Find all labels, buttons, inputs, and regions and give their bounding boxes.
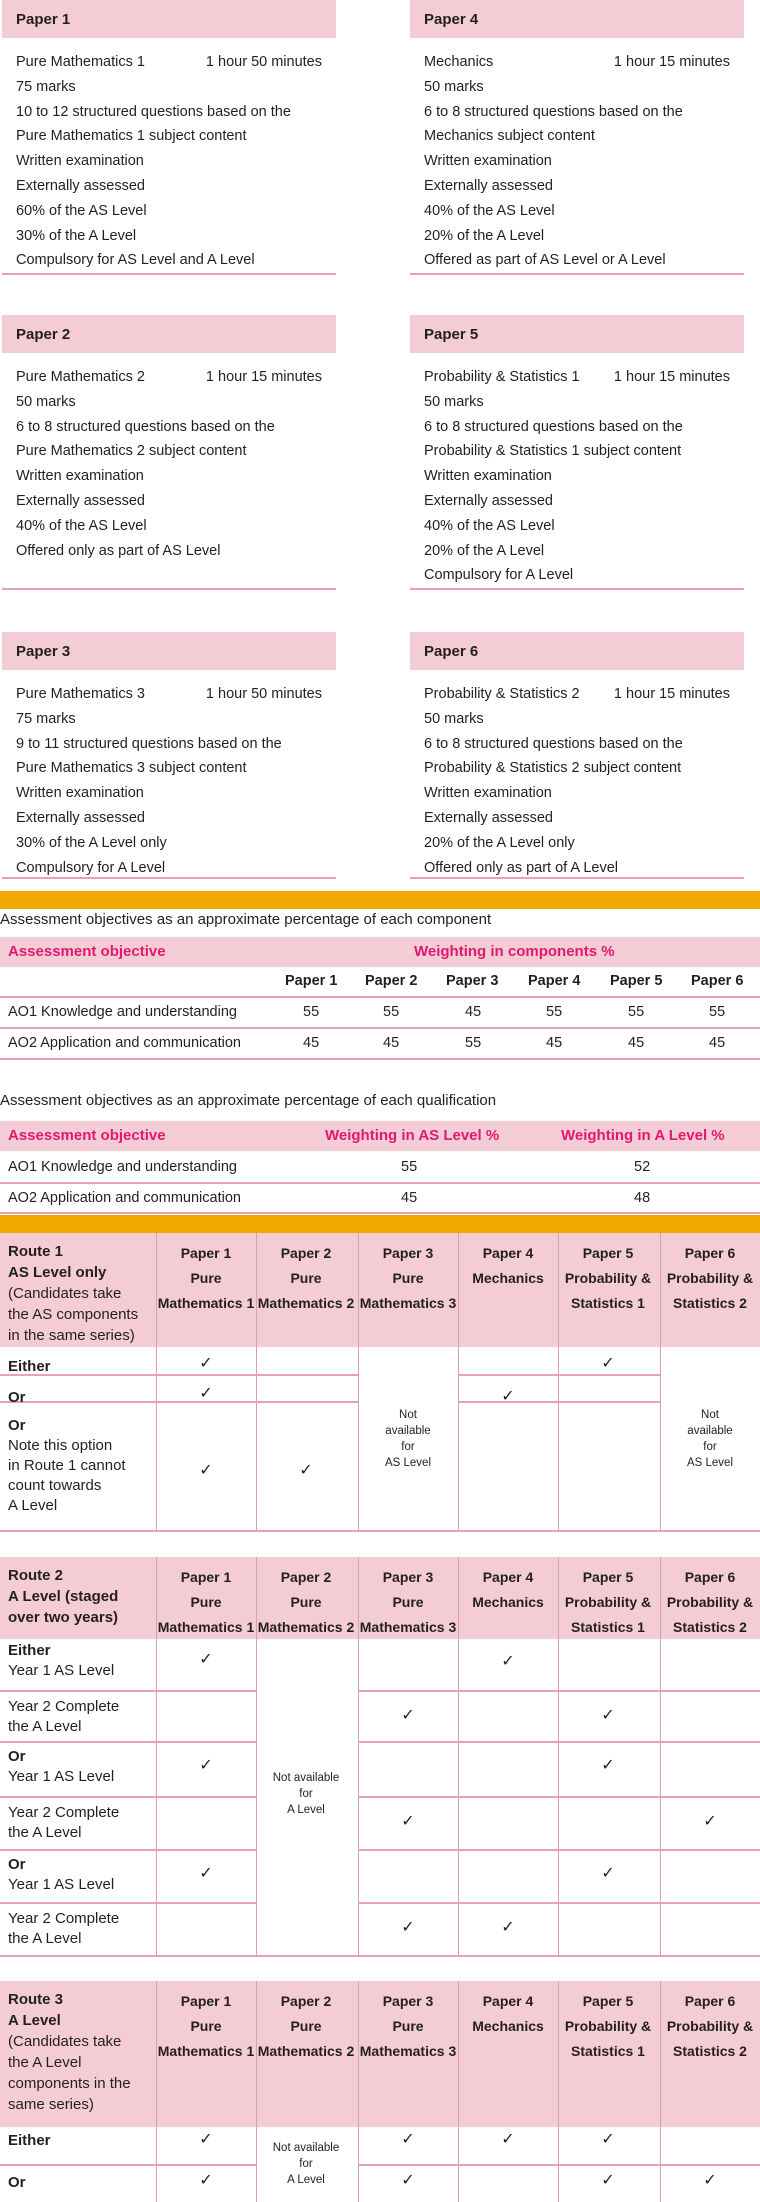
paper-col-name: Pure	[392, 2018, 424, 2034]
paper-col-name: Statistics 2	[673, 2043, 747, 2059]
paper-card	[2, 0, 336, 273]
divider	[0, 2164, 256, 2166]
paper-line: 40% of the AS Level	[424, 517, 555, 534]
paper-col-name: Mechanics	[472, 1270, 544, 1286]
paper-card	[2, 632, 336, 880]
col-divider	[458, 1557, 459, 1955]
not-available-note: Not available for A Level	[272, 2142, 340, 2186]
paper-title: Probability & Statistics 2	[424, 686, 580, 702]
paper-line: Externally assessed	[16, 177, 145, 194]
col-divider	[660, 1233, 661, 1530]
route3-header	[0, 1981, 760, 2127]
check-icon: ✓	[401, 1813, 415, 1830]
check-icon: ✓	[501, 1919, 515, 1936]
route-note: count towards	[8, 1477, 102, 1494]
paper-line: Written examination	[424, 153, 552, 170]
paper-col-name: Statistics 2	[673, 1295, 747, 1311]
route-subtitle: over two years)	[8, 1609, 119, 1626]
divider	[410, 877, 744, 879]
paper-heading: Paper 5	[410, 315, 744, 353]
divider	[458, 1401, 660, 1403]
row-label: Or Year 1 AS Level	[8, 1856, 115, 1893]
route-desc: same series)	[8, 2096, 94, 2113]
cell: 55	[709, 1004, 726, 1020]
route-desc: components in the	[8, 2075, 131, 2092]
paper-col-header: Paper 1	[180, 1569, 232, 1585]
divider	[0, 996, 760, 998]
paper-line: 50 marks	[16, 393, 76, 410]
paper-heading: Paper 6	[410, 632, 744, 670]
paper-col-header: Paper 4	[482, 1245, 534, 1261]
component-table-intro: Assessment objectives as an approximate percentage of each component	[0, 911, 492, 928]
paper-line: Externally assessed	[424, 177, 553, 194]
col-divider	[156, 1233, 157, 1530]
paper-col-header: Paper 3	[382, 1569, 434, 1585]
col-a: Weighting in A Level %	[561, 1127, 725, 1144]
col-divider	[558, 1233, 559, 1530]
check-icon: ✓	[501, 2131, 515, 2148]
divider	[358, 1690, 760, 1692]
paper-col-name: Probability &	[666, 2018, 754, 2034]
route-title: Route 2	[8, 1567, 64, 1584]
divider	[358, 1741, 760, 1743]
col-as: Weighting in AS Level %	[325, 1127, 500, 1144]
paper-line: 75 marks	[16, 78, 76, 95]
col-divider	[358, 1233, 359, 1530]
qualification-table-intro: Assessment objectives as an approximate percentage of each qualification	[0, 1092, 497, 1109]
paper-col-header: Paper 6	[684, 1993, 736, 2009]
paper-col-header: Paper 2	[280, 1245, 332, 1261]
paper-line: 30% of the A Level	[16, 227, 137, 244]
paper-title: Pure Mathematics 3	[16, 686, 145, 702]
route-title: Route 3	[8, 1991, 64, 2008]
paper-title: Pure Mathematics 2	[16, 369, 145, 385]
divider	[2, 877, 336, 879]
paper-line: Compulsory for AS Level and A Level	[16, 252, 255, 269]
paper-line: Externally assessed	[424, 809, 553, 826]
divider	[358, 1796, 760, 1798]
divider	[0, 1741, 256, 1743]
paper-col-name: Mathematics 3	[359, 1619, 457, 1635]
check-icon: ✓	[199, 1651, 213, 1668]
paper-col-name: Mathematics 3	[359, 2043, 457, 2059]
row-label: Year 2 Complete the A Level	[8, 1698, 120, 1735]
col-divider	[458, 1981, 459, 2202]
check-icon: ✓	[199, 1385, 213, 1402]
check-icon: ✓	[401, 1707, 415, 1724]
route-subtitle: A Level	[8, 2012, 61, 2029]
paper-line: Pure Mathematics 1 subject content	[16, 128, 247, 145]
route-desc: the A Level	[8, 2054, 82, 2071]
paper-col-name: Mechanics	[472, 2018, 544, 2034]
paper-title: Probability & Statistics 1	[424, 369, 580, 385]
check-icon: ✓	[601, 1355, 615, 1372]
paper-line: 6 to 8 structured questions based on the	[16, 418, 275, 435]
route-desc: in the same series)	[8, 1327, 135, 1344]
paper-col-header: Paper 5	[582, 1569, 634, 1585]
paper-line: 6 to 8 structured questions based on the	[424, 103, 683, 120]
cell: 45	[303, 1035, 320, 1051]
divider	[358, 1849, 760, 1851]
paper-line: 20% of the A Level only	[424, 834, 575, 851]
paper-line: Written examination	[16, 785, 144, 802]
col-divider	[358, 1557, 359, 1955]
paper-col-header: Paper 5	[582, 1245, 634, 1261]
paper-col-name: Statistics 1	[571, 1295, 645, 1311]
divider	[0, 1530, 760, 1532]
paper-heading: Paper 4	[410, 0, 744, 38]
divider	[358, 1902, 760, 1904]
row-label: AO2 Application and communication	[8, 1190, 241, 1206]
row-label: AO2 Application and communication	[8, 1035, 241, 1051]
divider	[410, 588, 744, 590]
col-divider	[660, 1981, 661, 2202]
col-objective: Assessment objective	[8, 943, 166, 960]
paper-col-name: Mathematics 2	[257, 1619, 355, 1635]
paper-col-header: Paper 3	[382, 1993, 434, 2009]
paper-col-name: Mechanics	[472, 1594, 544, 1610]
paper-duration: 1 hour 15 minutes	[613, 686, 730, 702]
paper-line: Offered only as part of AS Level	[16, 542, 221, 559]
route-note: A Level	[8, 1497, 58, 1514]
cell: 45	[383, 1035, 400, 1051]
paper-line: 50 marks	[424, 78, 484, 95]
paper-heading: Paper 2	[2, 315, 336, 353]
paper-line: Written examination	[424, 468, 552, 485]
check-icon: ✓	[601, 2172, 615, 2189]
route-subtitle: A Level (staged	[8, 1588, 119, 1605]
paper-line: 60% of the AS Level	[16, 202, 147, 219]
paper-col-name: Mathematics 2	[257, 2043, 355, 2059]
paper-heading: Paper 3	[2, 632, 336, 670]
divider	[0, 1955, 760, 1957]
divider	[0, 1058, 760, 1060]
paper-line: Written examination	[424, 785, 552, 802]
paper-col-name: Probability &	[666, 1594, 754, 1610]
check-icon: ✓	[601, 1865, 615, 1882]
divider	[0, 1374, 358, 1376]
divider	[0, 1796, 256, 1798]
component-table-header	[0, 937, 760, 967]
cell: 48	[634, 1190, 651, 1206]
row-label: Either	[8, 2132, 51, 2149]
divider	[458, 1374, 660, 1376]
cell: 45	[709, 1035, 726, 1051]
check-icon: ✓	[199, 1757, 213, 1774]
paper-col-name: Mathematics 3	[359, 1295, 457, 1311]
paper-col-header: Paper 5	[610, 973, 663, 989]
route-desc: the AS components	[8, 1306, 139, 1323]
paper-line: Externally assessed	[16, 809, 145, 826]
paper-col-header: Paper 6	[684, 1569, 736, 1585]
paper-col-header: Paper 6	[691, 973, 744, 989]
paper-col-header: Paper 3	[382, 1245, 434, 1261]
route-desc: (Candidates take	[8, 1285, 122, 1302]
row-label: Year 2 Complete the A Level	[8, 1804, 120, 1841]
paper-col-name: Statistics 2	[673, 1619, 747, 1635]
not-available-note: Not available for A Level	[272, 1772, 340, 1816]
paper-col-name: Statistics 1	[571, 1619, 645, 1635]
paper-line: 20% of the A Level	[424, 227, 545, 244]
check-icon: ✓	[199, 1462, 213, 1479]
paper-line: 40% of the AS Level	[16, 517, 147, 534]
cell: 55	[628, 1004, 645, 1020]
paper-col-header: Paper 2	[280, 1993, 332, 2009]
paper-line: 50 marks	[424, 393, 484, 410]
divider	[410, 273, 744, 275]
check-icon: ✓	[199, 1865, 213, 1882]
col-divider	[256, 1233, 257, 1530]
paper-col-name: Statistics 1	[571, 2043, 645, 2059]
row-label: Or	[8, 2174, 26, 2191]
paper-col-header: Paper 1	[285, 973, 338, 989]
row-label: Or	[8, 1389, 26, 1406]
paper-col-header: Paper 1	[180, 1993, 232, 2009]
row-label: AO1 Knowledge and understanding	[8, 1004, 237, 1020]
qualification-table-header	[0, 1121, 760, 1151]
divider	[2, 588, 336, 590]
cell: 45	[546, 1035, 563, 1051]
route-title: Route 1	[8, 1243, 64, 1260]
paper-col-name: Pure	[290, 2018, 322, 2034]
paper-line: 20% of the A Level	[424, 542, 545, 559]
paper-col-header: Paper 4	[528, 973, 581, 989]
row-label: Year 2 Complete the A Level	[8, 1910, 120, 1947]
paper-line: 50 marks	[424, 710, 484, 727]
divider	[0, 1690, 256, 1692]
paper-line: Pure Mathematics 2 subject content	[16, 443, 247, 460]
paper-heading: Paper 1	[2, 0, 336, 38]
row-label: Or Year 1 AS Level	[8, 1748, 115, 1785]
route-subtitle: AS Level only	[8, 1264, 107, 1281]
col-divider	[358, 1981, 359, 2202]
check-icon: ✓	[199, 1355, 213, 1372]
paper-line: 9 to 11 structured questions based on the	[16, 735, 282, 752]
check-icon: ✓	[401, 2172, 415, 2189]
paper-duration: 1 hour 50 minutes	[205, 54, 322, 70]
paper-line: 30% of the A Level only	[16, 834, 167, 851]
paper-col-name: Pure	[392, 1594, 424, 1610]
paper-line: Written examination	[16, 153, 144, 170]
cell: 45	[465, 1004, 482, 1020]
paper-col-name: Mathematics 1	[157, 1619, 255, 1635]
paper-duration: 1 hour 15 minutes	[613, 54, 730, 70]
paper-line: Written examination	[16, 468, 144, 485]
check-icon: ✓	[601, 2131, 615, 2148]
paper-line: Offered as part of AS Level or A Level	[424, 252, 666, 269]
paper-col-name: Mathematics 1	[157, 2043, 255, 2059]
check-icon: ✓	[401, 2131, 415, 2148]
check-icon: ✓	[703, 2172, 717, 2189]
col-divider	[558, 1557, 559, 1955]
paper-duration: 1 hour 50 minutes	[205, 686, 322, 702]
paper-col-header: Paper 2	[365, 973, 418, 989]
paper-col-header: Paper 4	[482, 1569, 534, 1585]
check-icon: ✓	[401, 1919, 415, 1936]
paper-col-header: Paper 1	[180, 1245, 232, 1261]
divider	[0, 1902, 256, 1904]
check-icon: ✓	[703, 1813, 717, 1830]
paper-title: Mechanics	[424, 54, 494, 70]
col-divider	[458, 1233, 459, 1530]
section-bar	[0, 1215, 760, 1233]
paper-col-name: Pure	[190, 1270, 222, 1286]
route-desc: (Candidates take	[8, 2033, 122, 2050]
cell: 55	[303, 1004, 320, 1020]
divider	[0, 1849, 256, 1851]
col-divider	[558, 1981, 559, 2202]
divider	[0, 1182, 760, 1184]
paper-line: 10 to 12 structured questions based on the	[16, 103, 291, 120]
paper-line: Compulsory for A Level	[424, 567, 574, 584]
cell: 55	[401, 1159, 418, 1175]
col-divider	[660, 1557, 661, 1955]
paper-line: Offered only as part of A Level	[424, 859, 618, 876]
col-divider	[156, 1557, 157, 1955]
paper-line: Externally assessed	[424, 492, 553, 509]
route-note: in Route 1 cannot	[8, 1457, 126, 1474]
section-bar	[0, 891, 760, 909]
check-icon: ✓	[601, 1707, 615, 1724]
paper-line: 6 to 8 structured questions based on the	[424, 418, 683, 435]
paper-line: Probability & Statistics 1 subject content	[424, 443, 682, 460]
col-objective: Assessment objective	[8, 1127, 166, 1144]
route-note: Note this option	[8, 1437, 113, 1454]
paper-col-name: Probability &	[564, 1270, 652, 1286]
check-icon: ✓	[601, 1757, 615, 1774]
paper-col-header: Paper 2	[280, 1569, 332, 1585]
paper-line: Mechanics subject content	[424, 128, 595, 145]
paper-col-name: Mathematics 1	[157, 1295, 255, 1311]
paper-col-name: Mathematics 2	[257, 1295, 355, 1311]
paper-col-name: Probability &	[666, 1270, 754, 1286]
cell: 55	[465, 1035, 482, 1051]
divider	[0, 1212, 760, 1214]
cell: 52	[634, 1159, 651, 1175]
cell: 55	[546, 1004, 563, 1020]
row-label: AO1 Knowledge and understanding	[8, 1159, 237, 1175]
paper-card	[410, 315, 744, 588]
paper-card	[410, 0, 744, 273]
paper-col-name: Probability &	[564, 2018, 652, 2034]
paper-line: 6 to 8 structured questions based on the	[424, 735, 683, 752]
divider	[358, 2164, 760, 2166]
row-label: Either Year 1 AS Level	[8, 1642, 115, 1679]
row-label: Either	[8, 1358, 51, 1375]
col-divider	[256, 1557, 257, 1955]
paper-line: Externally assessed	[16, 492, 145, 509]
route1-header	[0, 1233, 760, 1347]
paper-card	[410, 632, 744, 880]
paper-col-name: Pure	[392, 1270, 424, 1286]
paper-card	[2, 315, 336, 563]
row-label: Or Note this option in Route 1 cannot count towards A Level	[8, 1417, 126, 1514]
paper-duration: 1 hour 15 minutes	[613, 369, 730, 385]
divider	[2, 273, 336, 275]
route2-header	[0, 1557, 760, 1639]
paper-col-name: Pure	[290, 1594, 322, 1610]
not-available-note: Not available for AS Level	[686, 1409, 734, 1469]
check-icon: ✓	[501, 1388, 515, 1405]
paper-col-header: Paper 6	[684, 1245, 736, 1261]
paper-title: Pure Mathematics 1	[16, 54, 145, 70]
check-icon: ✓	[299, 1462, 313, 1479]
cell: 45	[628, 1035, 645, 1051]
check-icon: ✓	[199, 2131, 213, 2148]
paper-line: 75 marks	[16, 710, 76, 727]
cell: 45	[401, 1190, 418, 1206]
col-weighting: Weighting in components %	[414, 943, 615, 960]
paper-duration: 1 hour 15 minutes	[205, 369, 322, 385]
cell: 55	[383, 1004, 400, 1020]
col-divider	[156, 1981, 157, 2202]
paper-line: Pure Mathematics 3 subject content	[16, 760, 247, 777]
paper-line: Probability & Statistics 2 subject content	[424, 760, 682, 777]
paper-col-name: Probability &	[564, 1594, 652, 1610]
check-icon: ✓	[501, 1653, 515, 1670]
paper-col-header: Paper 5	[582, 1993, 634, 2009]
paper-line: 40% of the AS Level	[424, 202, 555, 219]
paper-line: Compulsory for A Level	[16, 859, 166, 876]
paper-col-header: Paper 4	[482, 1993, 534, 2009]
paper-col-name: Pure	[190, 1594, 222, 1610]
paper-col-name: Pure	[190, 2018, 222, 2034]
paper-col-name: Pure	[290, 1270, 322, 1286]
divider	[0, 1401, 358, 1403]
check-icon: ✓	[199, 2172, 213, 2189]
paper-col-header: Paper 3	[446, 973, 499, 989]
not-available-note: Not available for AS Level	[384, 1409, 432, 1469]
divider	[0, 1027, 760, 1029]
